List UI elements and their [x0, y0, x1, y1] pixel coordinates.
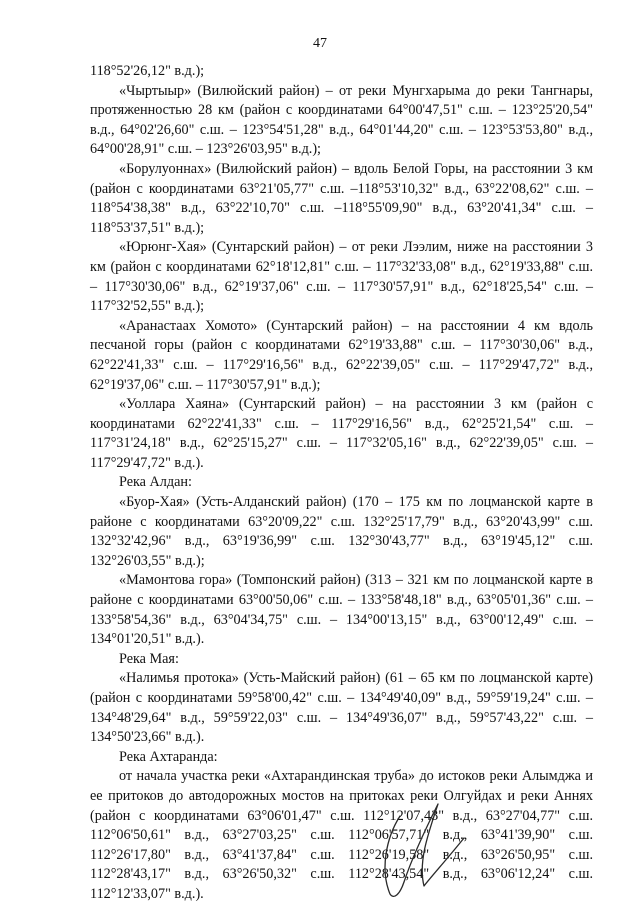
document-body — [90, 62, 593, 905]
paragraph-buor-khaya: «Буор-Хая» (Усть-Алданский район) (170 – 175 км по лоцманской карте в районе с координатами 63°20'09,22" с.ш. 132°25'17,79" в.д., 63°20'43,99" с.ш. 132°32'42,96" в.д., 63°19'36,99" с.ш. 132°30'43,77" в.д., 63°19'45,12" с.ш. 132°26'03,55" в.д.); — [90, 494, 593, 569]
paragraph-akhtaranda: от начала участка реки «Ахтарандинская труба» до истоков реки Алымджа и ее притоков до автодорожных мостов на притоках реки Олгуйдах и реки Аннях (район с координатами 63°06'01,47" с.ш. 112°12'07,43" в.д., 63°27'04,77" с.ш. 112°06'50,61" в.д., 63°27'03,25" с.ш. 112°06'57,71" в.д., 63°41'39,90" с.ш. 112°26'17,80" в.д., 63°41'37,84" с.ш. 112°26'19,58" в.д., 63°26'50,95" с.ш. 112°28'43,17" в.д., 63°26'50,32" с.ш. 112°28'43,54" в.д., 63°06'12,24" с.ш. 112°12'33,07" в.д.). — [90, 768, 593, 902]
page-number: 47 — [313, 36, 327, 51]
paragraph-aranastaakh-khomoto: «Аранастаах Хомото» (Сунтарский район) – на расстоянии 4 км вдоль песчаной горы (район с координатами 62°19'33,88" с.ш. – 117°30'30,06" в.д., 62°22'41,33" с.ш. – 117°29'16,56" в.д., 62°22'39,05" с.ш. – 117°29'47,72" в.д., 62°19'37,06" с.ш. – 117°30'57,91" в.д.); — [90, 317, 593, 393]
paragraph-uollara-khayana: «Уоллара Хаяна» (Сунтарский район) – на расстоянии 3 км (район с координатами 62°22'41,33" с.ш. – 117°29'16,56" в.д., 62°25'21,54" с.ш. – 117°31'24,18" в.д., 62°25'15,27" с.ш. – 117°32'05,16" в.д., 62°22'39,05" с.ш. – 117°29'47,72" в.д.). — [90, 396, 593, 471]
paragraph-mamontova-gora: «Мамонтова гора» (Томпонский район) (313 – 321 км по лоцманской карте в районе с координатами 63°00'50,06" с.ш. – 133°58'48,18" в.д., 63°05'01,36" с.ш. – 133°58'54,36" в.д., 63°04'34,75" с.ш. – 134°00'13,15" в.д., 63°00'12,49" с.ш. – 134°01'20,51" в.д.). — [90, 572, 593, 648]
handwritten-signature — [378, 798, 470, 900]
paragraph-yuryung-khaya: «Юрюнг-Хая» (Сунтарский район) – от реки Лээлим, ниже на расстоянии 3 км (район с координатами 62°18'12,81" с.ш. – 117°32'33,08" в.д., 62°19'33,88" с.ш. – 117°30'30,06" в.д., 62°19'37,06" с.ш. – 117°30'57,91" в.д., 62°18'25,54" с.ш. – 117°32'52,55" в.д.); — [90, 239, 593, 315]
paragraph-continuation: 118°52'26,12" в.д.); — [90, 63, 205, 79]
section-heading-maya: Река Мая: — [119, 650, 179, 667]
section-heading-akhtaranda: Река Ахтаранда: — [119, 748, 218, 765]
section-heading-aldan: Река Алдан: — [119, 474, 192, 491]
paragraph-boruluonnakh: «Борулуоннах» (Вилюйский район) – вдоль Белой Горы, на расстоянии 3 км (район с координатами 63°21'05,77" с.ш. –118°53'10,32" в.д., 63°22'08,62" с.ш. – 118°54'38,38" в.д., 63°22'10,70" с.ш. –118°55'09,90" в.д., 63°20'41,34" с.ш. – 118°53'37,51" в.д.); — [90, 160, 593, 236]
paragraph-nalimya-protoka: «Налимья протока» (Усть-Майский район) (61 – 65 км по лоцманской карте) (район с координатами 59°58'00,42" с.ш. – 134°49'40,09" в.д., 59°59'19,24" с.ш. – 134°48'29,64" в.д., 59°59'22,03" с.ш. – 134°49'36,07" в.д., 59°57'43,22" с.ш. – 134°50'23,66" в.д.). — [90, 670, 593, 746]
paragraph-chyrtyyr: «Чыртыыр» (Вилюйский район) – от реки Мунгхарыма до реки Тангнары, протяженностью 28 км (район с координатами 64°00'47,51" с.ш. – 123°25'20,54" в.д., 64°02'26,60" с.ш. – 123°54'51,28" в.д., 64°01'44,20" с.ш. – 123°53'53,80" в.д., 64°00'28,91" с.ш. – 123°26'03,95" в.д.); — [90, 82, 593, 158]
